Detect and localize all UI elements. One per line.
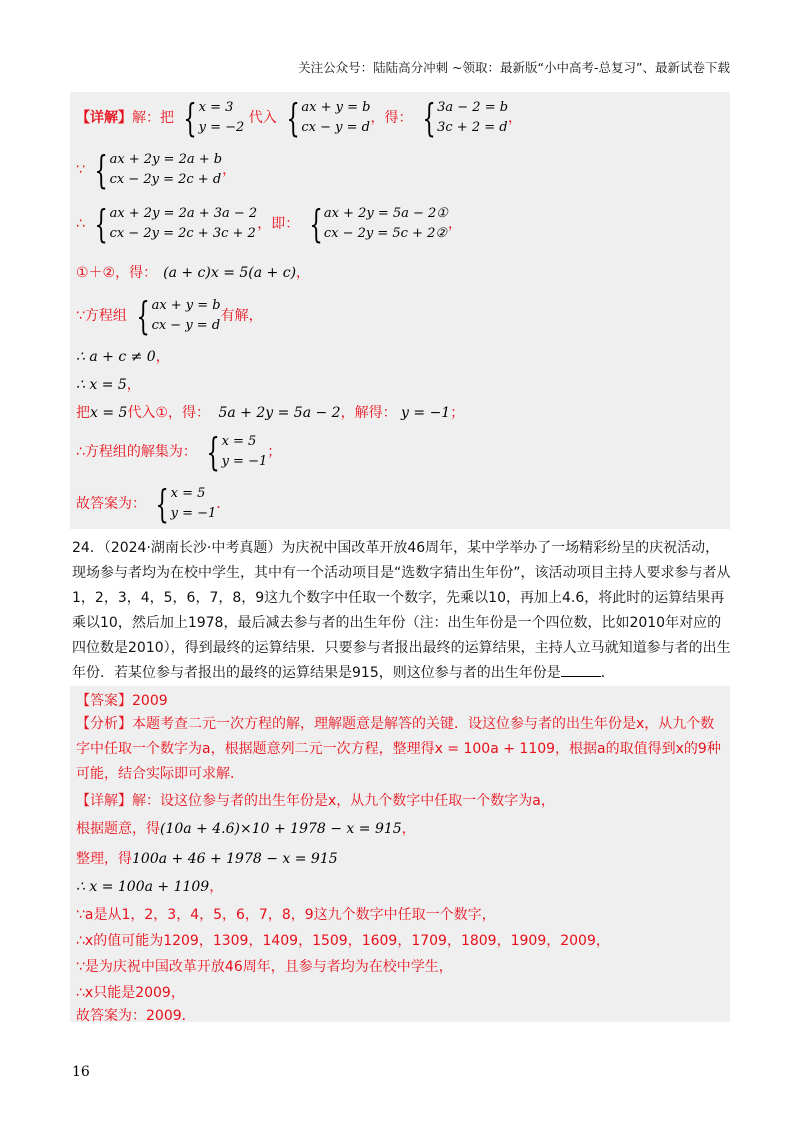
detail-line-10: 故答案为： { x = 5 y = −1 ．	[76, 482, 231, 526]
detail-line-7: ∴ x = 5，	[76, 377, 141, 393]
detail-line-1: 【详解】解：把 { x = 3 y = −2 代入 { ax + y = b cx − y = d ，得： { 3a − 2 = b 3c + 2 = d ，	[76, 96, 523, 140]
detail2-line-9: 故答案为：2009．	[76, 1008, 196, 1024]
detail-line-6: ∴ a + c ≠ 0，	[76, 349, 170, 365]
system-1: { x = 3 y = −2	[183, 96, 245, 140]
answer-blank	[561, 676, 601, 677]
detail-line-3: ∴ { ax + 2y = 2a + 3a − 2 cx − 2y = 2c + 3c + 2 ，即： { ax + 2y = 5a − 2① cx − 2y = 5c + 2② ，	[76, 202, 462, 246]
page-number: 16	[72, 1064, 90, 1080]
detail-line-5: ∵方程组 { ax + y = b cx − y = d 有解，	[76, 294, 263, 338]
detail2-line-5: ∵a是从1，2，3，4，5，6，7，8，9这九个数字中任取一个数字，	[76, 907, 496, 923]
detail-line-8: 把x = 5代入①，得： 5a + 2y = 5a − 2，解得： y = −1；	[76, 405, 465, 421]
answer-line: 【答案】2009	[76, 693, 168, 709]
page-header: 关注公众号：陆陆高分冲刺 ~领取：最新版“小中高考-总复习”、最新试卷下载	[298, 60, 730, 75]
detail2-line-6: ∴x的值可能为1209，1309，1409，1509，1609，1709，1809，1909，2009，	[76, 933, 610, 949]
detail2-line-8: ∴x只能是2009，	[76, 985, 185, 1001]
detail2-line-4: ∴ x = 100a + 1109，	[76, 879, 224, 895]
detail-line-2: ∵ { ax + 2y = 2a + b cx − 2y = 2c + d ，	[76, 148, 237, 192]
system-2: { ax + y = b cx − y = d	[286, 96, 371, 140]
system-3: { 3a − 2 = b 3c + 2 = d	[422, 96, 509, 140]
detail2-line-1: 【详解】解：设这位参与者的出生年份是x，从九个数字中任取一个数字为a，	[76, 793, 555, 809]
detail-line-9: ∴方程组的解集为： { x = 5 y = −1 ；	[76, 430, 282, 474]
detail2-line-3: 整理，得100a + 46 + 1978 − x = 915	[76, 851, 338, 867]
detail-line-4: ①＋②，得： (a + c)x = 5(a + c)，	[76, 265, 311, 281]
analysis: 【分析】本题考查二元一次方程的解，理解题意是解答的关键．设这位参与者的出生年份是x，从九个数字中任取一个数字为a，根据题意列二元一次方程，整理得x = 100a + 1109，根据a的取值得到x的9种可能，结合实际即可求解．	[76, 716, 721, 782]
question-24: 24．（2024·湖南长沙·中考真题）为庆祝中国改革开放46周年，某中学举办了一场精彩纷呈的庆祝活动，现场参与者均为在校中学生，其中有一个活动项目是“选数字猜出生年份”，该活动项目主持人要求参与者从1，2，3，4，5，6，7，8，9这九个数字中任取一个数字，先乘以10，再加上4.6，将此时的运算结果再乘以10，然后加上1978，最后减去参与者的出生年份（注：出生年份是一个四位数，比如2010年对应的四位数是2010），得到最终的运算结果．只要参与者报出最终的运算结果，主持人立马就知道参与者的出生年份．若某位参与者报出的最终的运算结果是915，则这位参与者的出生年份是 ．	[72, 540, 731, 681]
detail2-line-2: 根据题意，得(10a + 4.6)×10 + 1978 − x = 915，	[76, 821, 416, 837]
detail2-line-7: ∵是为庆祝中国改革开放46周年，且参与者均为在校中学生，	[76, 959, 453, 975]
